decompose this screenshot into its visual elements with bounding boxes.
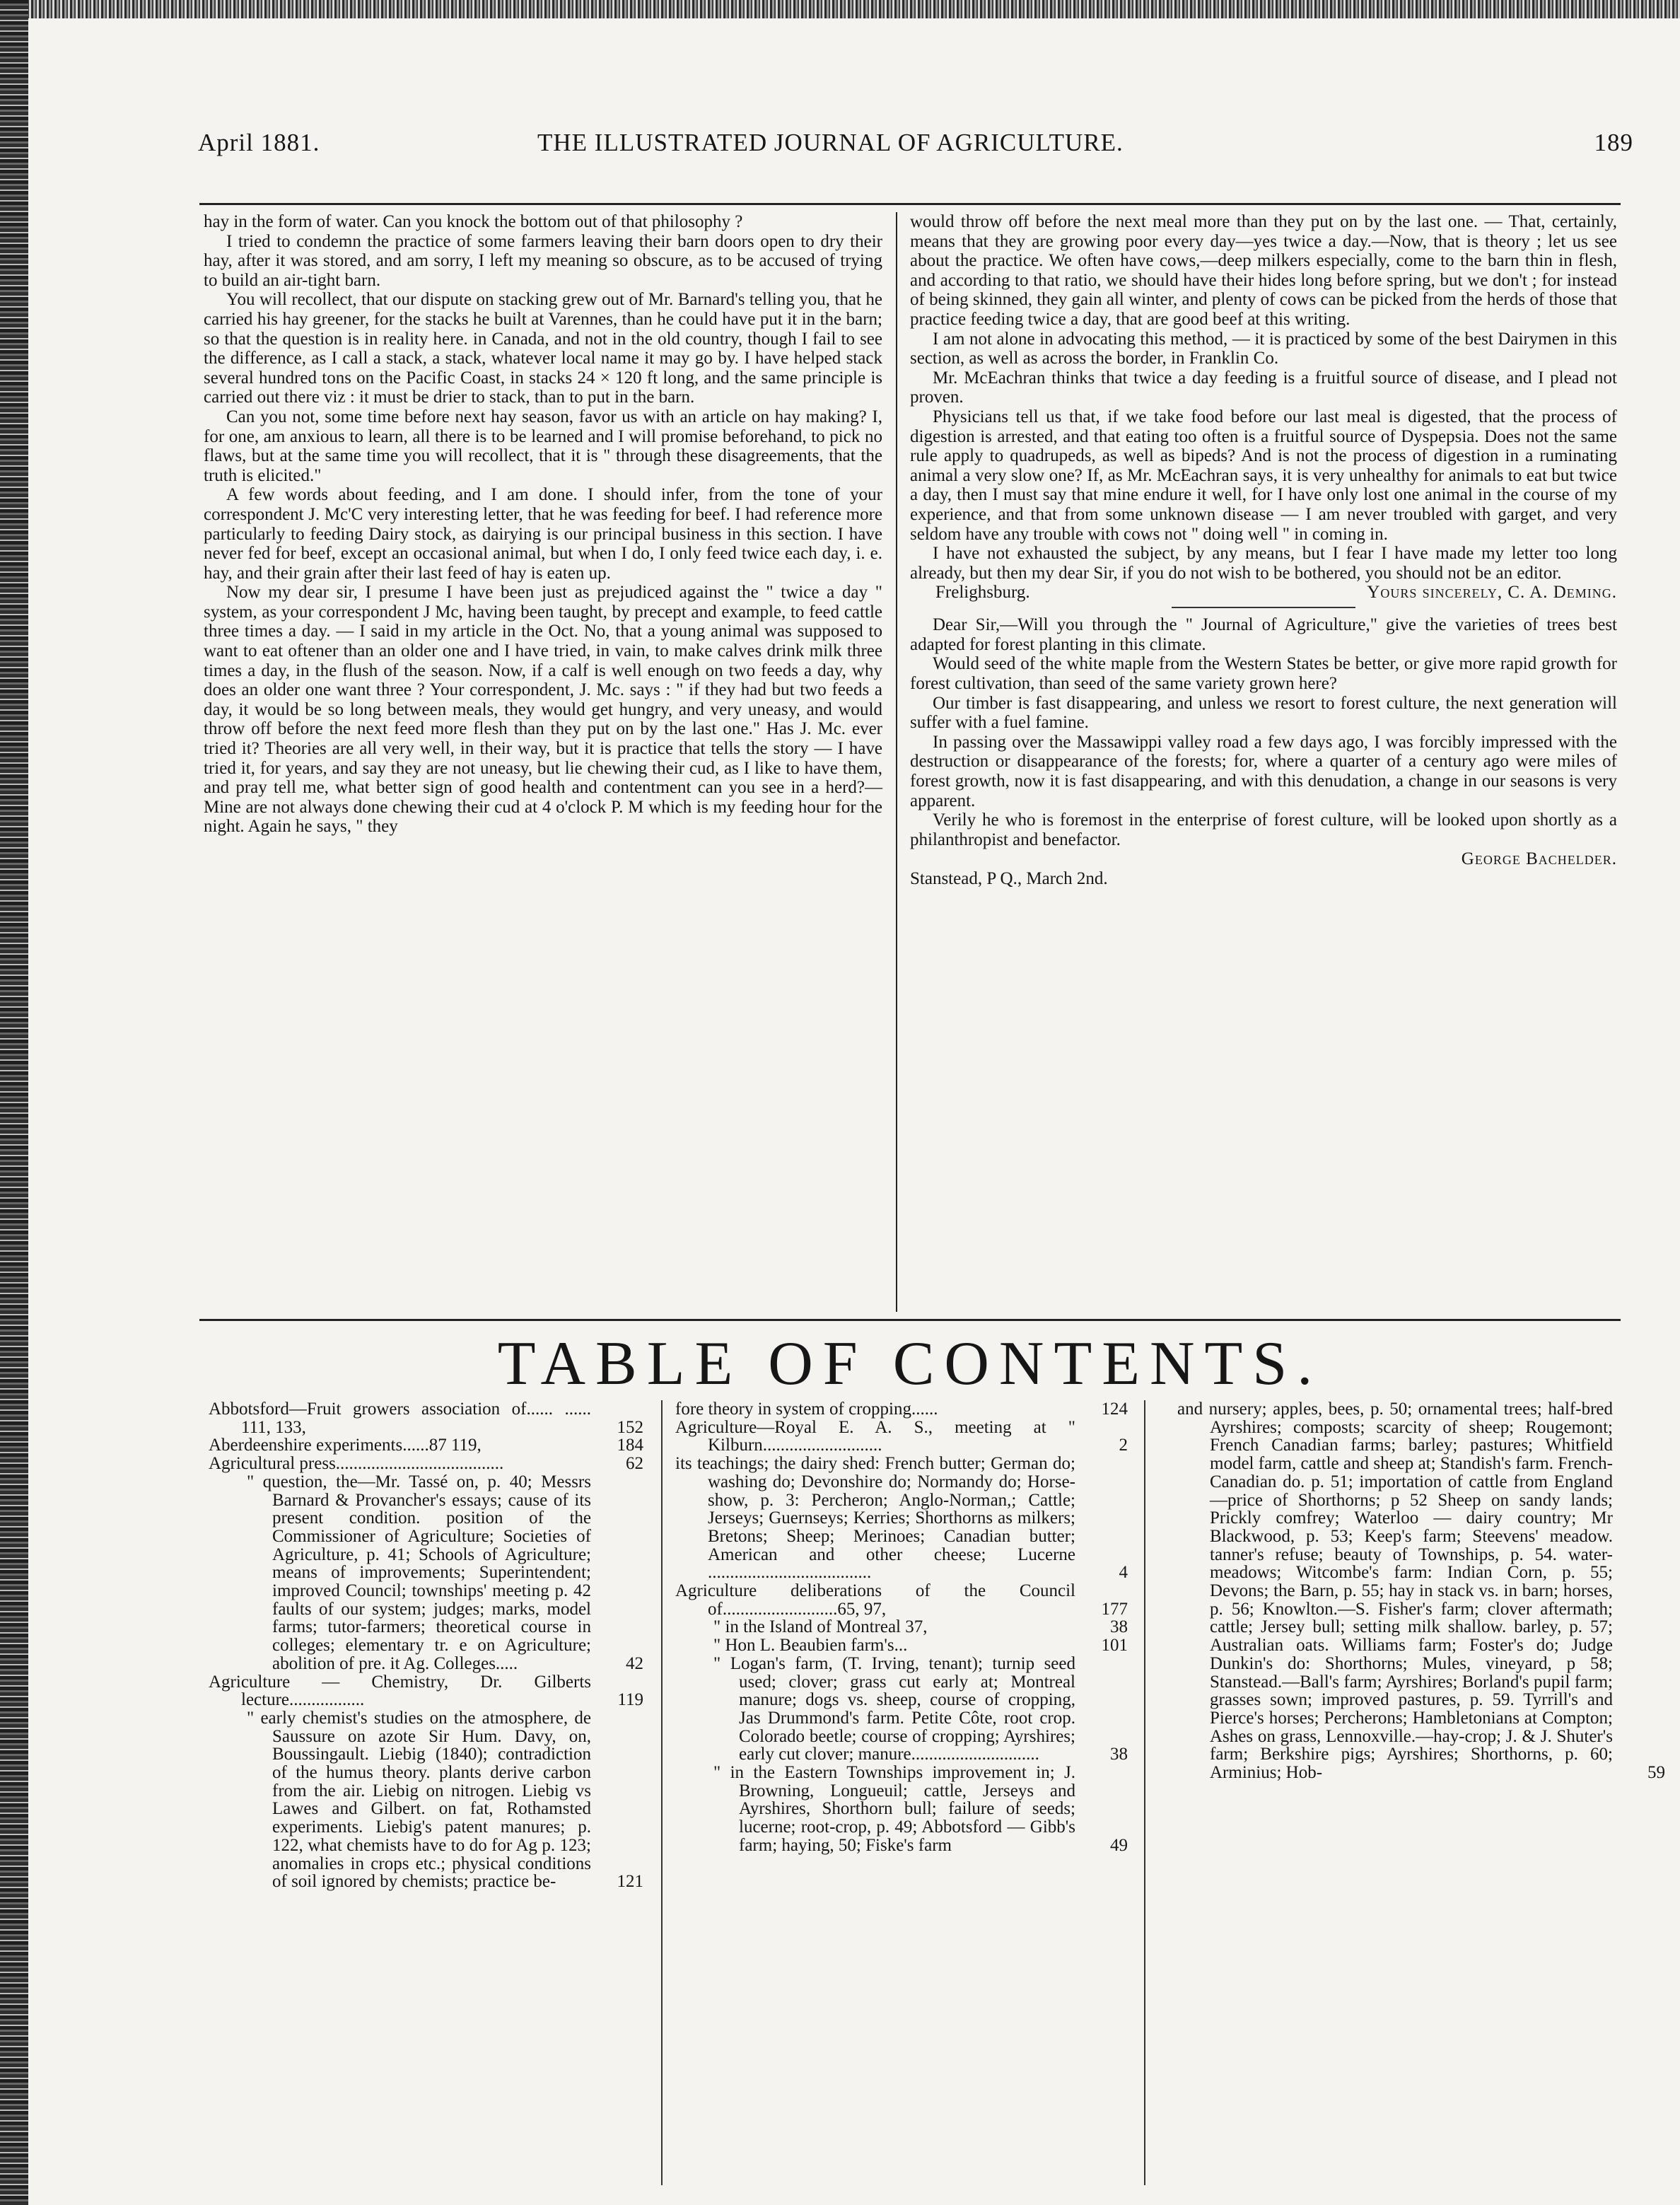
toc-entry bbox=[209, 1473, 643, 1673]
paragraph: Our timber is fast disappearing, and unless we resort to forest culture, the next generation will suffer with a fuel famine. bbox=[910, 693, 1617, 733]
toc-entry bbox=[209, 1455, 643, 1473]
toc-entry-text: " Logan's farm, (T. Irving, tenant); turnip seed used; clover; grass cut early at; Montreal manure; dogs vs. sheep, course of cropping, Jas Drummond's farm. Petite Côte, root crop. Colorado beetle; course of cropping; Ayrshires; early cut clover; manure............................. bbox=[713, 1653, 1075, 1764]
toc-entry bbox=[675, 1636, 1128, 1655]
page-number: 189 bbox=[1594, 129, 1633, 156]
paragraph: Now my dear sir, I presume I have been just as prejudiced against the " twice a day " system, as your correspondent J Mc, having been taught, by precept and example, to feed cattle three times a day. — I said in my article in the Oct. No, that a young animal was supposed to want to eat oftener than an older one and I have tried, in vain, to make calves drink milk three times a day, in the flush of the season. Now, if a calf is well enough on two feeds a day, why does an older one want three ? Your correspondent, J. Mc. says : " if they had but two feeds a day, it would be so long between meals, they would get hungry, and very uneasy, and would throw off before the next feed more flesh than they put on by the last one." Has J. Mc. ever tried it? Theories are all very well, in their way, but it is practice that tells the story — I have tried it, for years, and say they are not uneasy, but lie chewing their cud, as I like to have them, and pray tell me, what better sign of good health and contentment can you see in a herd?— Mine are not always done chewing their cud at 4 o'clock P. M which is my feeding hour for the night. Again he says, " they bbox=[204, 583, 882, 837]
paragraph: Physicians tell us that, if we take food before our last meal is digested, that the process of digestion is arrested, and that eating too often is a fruitful source of Dyspepsia. Does not the same rule apply to quadrupeds, as well as bipeds? And is not the process of digestion in a ruminating animal a very slow one? If, as Mr. McEachran says, it is very unhealthy for animals to eat but twice a day, then I must say that mine endure it well, for I have only lost one animal in the course of my experience, and that from some unknown disease — I am never troubled with garget, and very seldom have any trouble with cows not " doing well " in coming in. bbox=[910, 407, 1617, 544]
toc-entry-text: Agriculture deliberations of the Council of..........................65, 97, bbox=[675, 1581, 1075, 1619]
toc-column-3 bbox=[1177, 1400, 1665, 1782]
toc-entry-page: 2 bbox=[1119, 1436, 1128, 1455]
toc-entry-text: Agriculture—Royal E. A. S., meeting at " Kilburn........................... bbox=[675, 1417, 1075, 1455]
toc-entry-text: " Hon L. Beaubien farm's... bbox=[713, 1636, 908, 1656]
toc-entry bbox=[1177, 1400, 1665, 1782]
paragraph: A few words about feeding, and I am done. I should infer, from the tone of your correspondent J. Mc'C very interesting letter, that he was feeding for beef. I had reference more particularly to feeding Dairy stock, as dairying is our principal business in this section. I have never fed for beef, except an occasional animal, but when I do, I only feed twice each day, i. e. hay, and their grain after their last feed of hay is eaten up. bbox=[204, 485, 882, 583]
toc-entry-text: fore theory in system of cropping...... bbox=[675, 1400, 938, 1419]
column-rule bbox=[1144, 1400, 1145, 2185]
toc-entry-page: 152 bbox=[617, 1417, 643, 1437]
signoff-place: Stanstead, P Q., March 2nd. bbox=[910, 869, 1108, 888]
header-rule bbox=[199, 203, 1621, 205]
column-rule bbox=[896, 212, 897, 1312]
paragraph: Verily he who is foremost in the enterprise of forest culture, will be looked upon shortly as a philanthropist and benefactor. bbox=[910, 810, 1617, 849]
paragraph: would throw off before the next meal more than they put on by the last one. — That, certainly, means that they are growing poor every day—yes twice a day.—Now, that is theory ; let us see about the practice. We often have cows,—deep milkers especially, come to the barn thin in flesh, and according to that ratio, we should have their hides long before spring, but we don't ; for instead of being skinned, they gain all winter, and plenty of cows can be picked from the herds of those that practice feeding twice a day, that are good beef at this writing. bbox=[910, 212, 1617, 329]
toc-entry bbox=[209, 1709, 643, 1891]
letter-column-right bbox=[910, 212, 1617, 889]
toc-entry-page: 62 bbox=[626, 1454, 643, 1474]
toc-entry bbox=[675, 1455, 1128, 1582]
toc-title: TABLE OF CONTENTS. bbox=[497, 1330, 1323, 1398]
toc-entry-text: " in the Eastern Townships improvement in; J. Browning, Longueuil; cattle, Jerseys and Ayrshires, Shorthorn bull; failure of seeds; lucerne; root-crop, p. 49; Abbotsford — Gibb's farm; haying, 50; Fiske's farm bbox=[713, 1763, 1075, 1855]
toc-entry bbox=[675, 1400, 1128, 1419]
signoff-signature: George Bachelder. bbox=[1461, 849, 1617, 869]
toc-entry bbox=[675, 1618, 1128, 1636]
paragraph: Would seed of the white maple from the Western States be better, or give more rapid growth for forest cultivation, than seed of the same variety grown here? bbox=[910, 654, 1617, 694]
toc-entry bbox=[209, 1673, 643, 1709]
toc-entry bbox=[675, 1582, 1128, 1618]
signoff-place: Frelighsburg. bbox=[935, 583, 1030, 603]
scan-edge-top bbox=[0, 0, 1680, 18]
letter-divider bbox=[1172, 607, 1355, 608]
paragraph: You will recollect, that our dispute on stacking grew out of Mr. Barnard's telling you, that he carried his hay greener, for the stacks he built at Varennes, than he could have put it in the barn; so that the question is in reality here. in Canada, and not in the old country, though I fail to see the difference, as I call a stack, a stack, whatever local name it may go by. I have helped stack several hundred tons on the Pacific Coast, in stacks 24 × 120 ft long, and the same principle is carried out there viz : it must be drier to stack, than to put in the barn. bbox=[204, 290, 882, 407]
toc-column-1 bbox=[209, 1400, 643, 1891]
toc-entry-page: 38 bbox=[1110, 1745, 1128, 1764]
signoff-signature: Yours sincerely, C. A. Deming. bbox=[1367, 583, 1617, 603]
toc-entry-text: " early chemist's studies on the atmosphere, de Saussure on azote Sir Hum. Davy, on, Boussingault. Liebig (1840); contradiction of the humus theory. plants derive carbon from the air. Liebig on nitrogen. Liebig vs Lawes and Gilbert. on fat, Rothamsted experiments. Liebig's patent manures; p. 122, what chemists have to do for Ag p. 123; anomalies in crops etc.; physical conditions of soil ignored by chemists; practice be- bbox=[247, 1708, 591, 1892]
toc-entry-page: 101 bbox=[1101, 1636, 1128, 1656]
paragraph: Mr. McEachran thinks that twice a day feeding is a fruitful source of disease, and I plead not proven. bbox=[910, 368, 1617, 407]
toc-entry-text: Abbotsford—Fruit growers association of...... ...... 111, 133, bbox=[209, 1400, 591, 1437]
toc-entry-page: 59 bbox=[1647, 1763, 1665, 1783]
issue-date: April 1881. bbox=[198, 129, 320, 156]
paragraph: I am not alone in advocating this method, — it is practiced by some of the best Dairymen in this section, as well as across the border, in Franklin Co. bbox=[910, 329, 1617, 368]
paragraph: Dear Sir,—Will you through the " Journal of Agriculture," give the varieties of trees best adapted for forest planting in this climate. bbox=[910, 615, 1617, 654]
toc-entry bbox=[675, 1419, 1128, 1455]
letter-column-left bbox=[204, 212, 882, 837]
toc-entry bbox=[675, 1764, 1128, 1855]
running-head bbox=[198, 129, 1633, 164]
toc-entry-page: 177 bbox=[1101, 1599, 1128, 1619]
toc-entry-text: Agriculture — Chemistry, Dr. Gilberts lecture................. bbox=[209, 1672, 591, 1710]
toc-entry-page: 38 bbox=[1110, 1617, 1128, 1637]
paragraph: In passing over the Massawippi valley road a few days ago, I was forcibly impressed with the destruction or disappearance of the forests; for, where a quarter of a century ago were miles of forest growth, now it is fast disappearing, and with this denudation, a change in our seasons is very apparent. bbox=[910, 732, 1617, 810]
toc-entry-text: " question, the—Mr. Tassé on, p. 40; Messrs Barnard & Provancher's essays; cause of its present condition. position of the Commissioner of Agriculture; Societies of Agriculture, p. 41; Schools of Agriculture; means of improvements; Superintendent; improved Council; townships' meeting p. 42 faults of our system; judges; marks, model farms; tutor-farmers; theoretical course in colleges; elementary tr. e on Agriculture; abolition of pre. it Ag. Colleges..... bbox=[247, 1472, 591, 1673]
toc-entry-text: Aberdeenshire experiments......87 119, bbox=[209, 1436, 482, 1455]
toc-entry bbox=[209, 1400, 643, 1436]
scan-binding-edge bbox=[0, 0, 28, 2205]
toc-column-2 bbox=[675, 1400, 1128, 1855]
journal-title: THE ILLUSTRATED JOURNAL OF AGRICULTURE. bbox=[537, 129, 1124, 156]
paragraph: I have not exhausted the subject, by any means, but I fear I have made my letter too long already, but then my dear Sir, if you do not wish to be bothered, you should not be an editor. bbox=[910, 544, 1617, 583]
toc-entry-page: 42 bbox=[626, 1653, 643, 1673]
column-rule bbox=[661, 1400, 663, 2185]
section-rule bbox=[199, 1319, 1621, 1321]
toc-entry-text: Agricultural press...................................... bbox=[209, 1454, 504, 1474]
toc-entry-page: 119 bbox=[617, 1690, 643, 1710]
paragraph: I tried to condemn the practice of some farmers leaving their barn doors open to dry their hay, after it was stored, and am sorry, I left my meaning so obscure, as to be accused of trying to build an air-tight barn. bbox=[204, 231, 882, 290]
toc-entry-page: 121 bbox=[617, 1872, 643, 1892]
paragraph: Can you not, some time before next hay season, favor us with an article on hay making? I, for one, am anxious to learn, all there is to be learned and I will promise beforehand, to pick no flaws, but at the same time you will recollect, that it is " through these disagreements, that the truth is elicited." bbox=[204, 407, 882, 485]
toc-entry-text: its teachings; the dairy shed: French butter; German do; washing do; Devonshire do; Normandy do; Horse-show, p. 3: Percheron; Anglo-Norman,; Cattle; Jerseys; Guernseys; Kerries; Shorthorns as milkers; Bretons; Sheep; Merinoes; Canadian butter; American and other cheese; Lucerne ..................................... bbox=[675, 1454, 1075, 1583]
toc-entry-page: 124 bbox=[1101, 1400, 1128, 1419]
toc-entry bbox=[209, 1436, 643, 1455]
toc-entry-page: 49 bbox=[1110, 1835, 1128, 1855]
letter-signoff bbox=[910, 583, 1617, 603]
toc-entry-page: 4 bbox=[1119, 1563, 1128, 1583]
toc-entry-text: and nursery; apples, bees, p. 50; ornamental trees; half-bred Ayrshires; composts; scarcity of sheep; Rougemont; French Canadian farms; barley; pastures; Whitfield model farm, cattle and sheep at; Standish's farm. French-Canadian do. p. 51; importation of cattle from England—price of Shorthorns; p 52 Sheep on sandy lands; Prickly comfrey; Waterloo — dairy country; Mr Blackwood, p. 53; Keep's farm; Steevens' meadow. tanner's refuse; beauty of Townships, p. 54. water-meadows; Witcombe's farm: Indian Corn, p. 55; Devons; the Barn, p. 55; hay in stack vs. in barn; horses, p. 56; Knowlton.—S. Fisher's farm; clover aftermath; cattle; Jersey bull; setting milk shallow. barley, p. 57; Australian oats. Williams farm; Foster's do; Judge Dunkin's do: Shorthorns; Mules, vineyard, p 58; Stanstead.—Ball's farm; Ayrshires; Borland's pupil farm; grasses sown; improved pastures, p. 59. Tyrrill's and Pierce's horses; Percherons; Hambletonians at Compton; Ashes on grass, Lennoxville.—hay-crop; J. & J. Shuter's farm; Berkshire pigs; Ayrshires; Shorthorns, p. 60; Arminius; Hob- bbox=[1177, 1400, 1613, 1783]
toc-entry-page: 184 bbox=[617, 1436, 643, 1455]
toc-entry-text: " in the Island of Montreal 37, bbox=[713, 1617, 928, 1637]
paragraph: hay in the form of water. Can you knock the bottom out of that philosophy ? bbox=[204, 212, 743, 231]
toc-entry bbox=[675, 1655, 1128, 1764]
